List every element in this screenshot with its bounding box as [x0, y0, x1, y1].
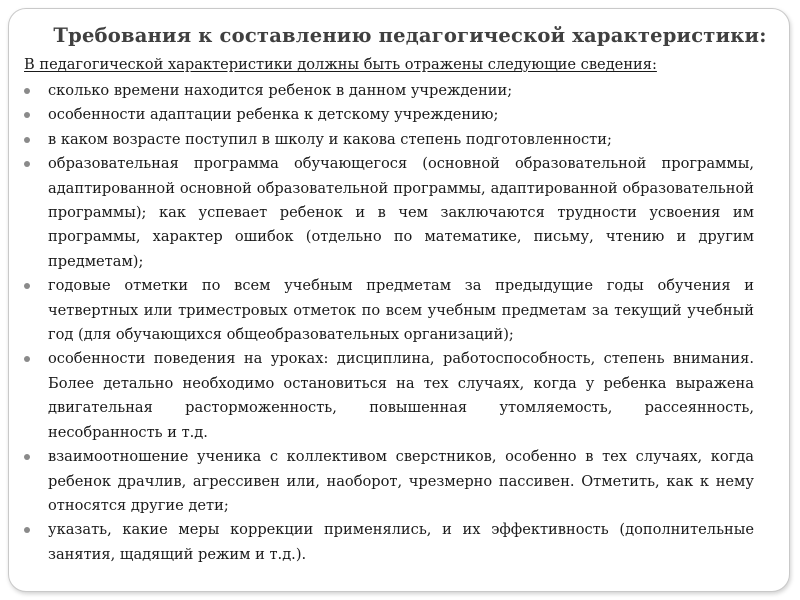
bullet-icon — [24, 283, 30, 289]
list-item-text: в каком возрасте поступил в школу и какова степень подготовленности; — [48, 130, 612, 148]
list-item-text: особенности адаптации ребенка к детскому учреждению; — [48, 106, 499, 124]
list-item — [20, 445, 754, 518]
list-item — [20, 128, 754, 152]
list-item-text: годовые отметки по всем учебным предметам за предыдущие годы обучения и четвертных или триместровых отметок по всем учебным предметам за текущий учебный год (для обучающихся общеобразовательных организаций); — [48, 277, 754, 344]
bullet-icon — [24, 356, 30, 362]
slide-title: Требования к составлению педагогической характеристики: — [53, 24, 767, 47]
bullet-icon — [24, 88, 30, 94]
list-item-text: сколько времени находится ребенок в данном учреждении; — [48, 82, 513, 99]
list-item — [20, 347, 754, 445]
intro-text: В педагогической характеристики должны быть отражены следующие сведения: — [24, 56, 657, 73]
list-item-text: особенности поведения на уроках: дисциплина, работоспособность, степень внимания. Более детально необходимо остановиться на тех случаях, когда у ребенка выражена двигательная расторможенность, повышенная утомляемость, рассеянность, несобранность и т.д. — [48, 350, 754, 441]
list-item-text: указать, какие меры коррекции применялись, и их эффективность (дополнительные занятия, щадящий режим и т.д.). — [48, 521, 754, 563]
list-item-text: образовательная программа обучающегося (основной образовательной программы, адаптированной основной образовательной программы, адаптированной образовательной программы); как успевает ребенок и в чем заключаются трудности усвоения им программы, характер ошибок (отдельно по математике, письму, чтению и другим предметам); — [48, 155, 754, 270]
list-item-text: взаимоотношение ученика с коллективом сверстников, особенно в тех случаях, когда ребенок драчлив, агрессивен или, наоборот, чрезмерно пассивен. Отметить, как к нему относятся другие дети; — [48, 448, 754, 514]
requirements-list — [20, 79, 754, 567]
bullet-icon — [24, 137, 30, 143]
list-item — [20, 79, 754, 103]
bullet-icon — [24, 454, 30, 460]
list-item — [20, 152, 754, 274]
bullet-icon — [24, 161, 30, 167]
list-item — [20, 103, 754, 127]
bullet-icon — [24, 527, 30, 533]
list-item — [20, 518, 754, 567]
bullet-icon — [24, 112, 30, 118]
list-item — [20, 274, 754, 347]
